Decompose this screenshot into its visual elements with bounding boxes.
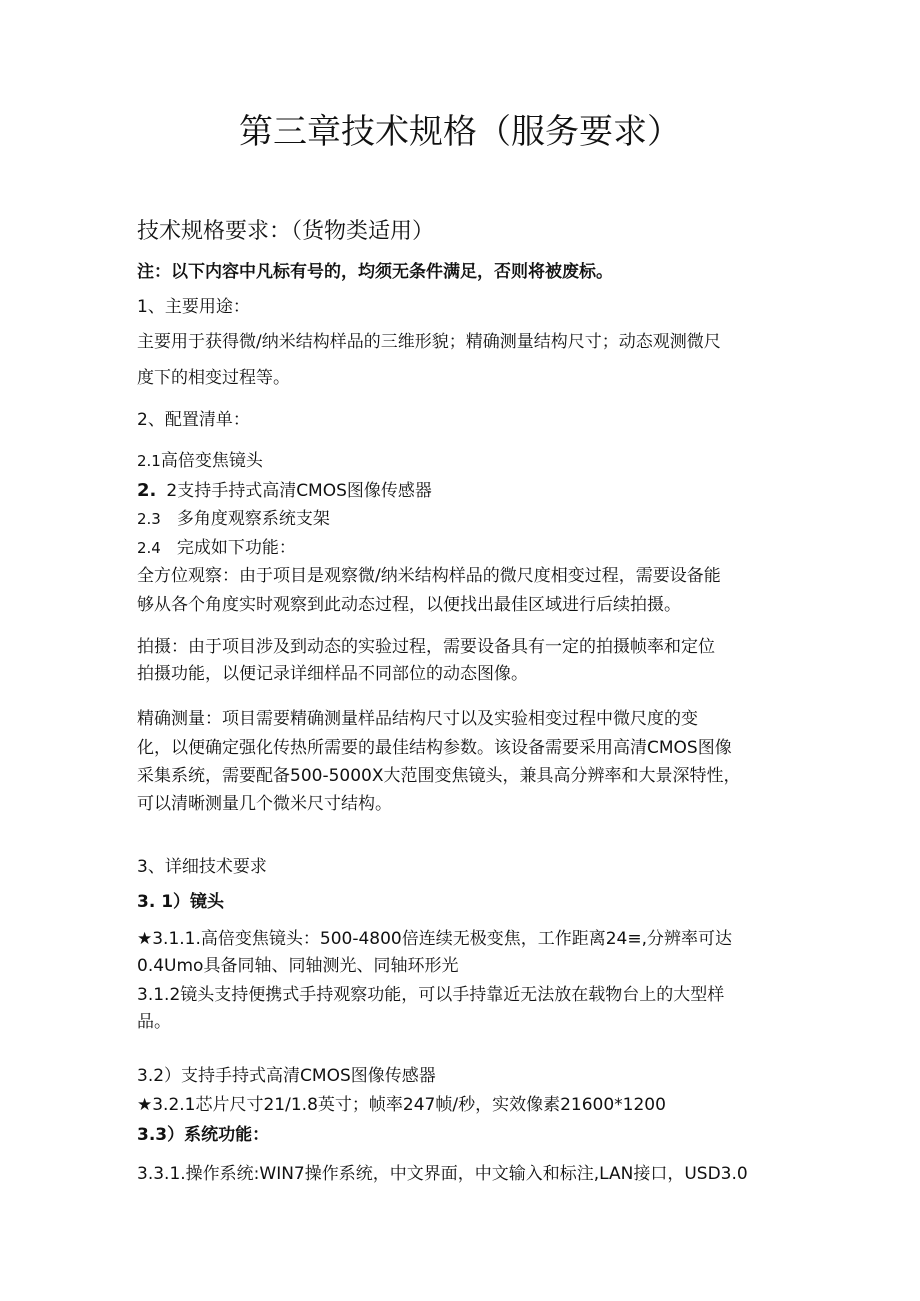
shoot-line-2: 拍摄功能，以便记录详细样品不同部位的动态图像。: [137, 664, 528, 684]
measure-line-3: 采集系统，需要配备500-5000X大范围变焦镜头，兼具高分辨率和大景深特性，: [137, 766, 741, 786]
lens-heading: 3. 1）镜头: [137, 892, 225, 912]
shoot-line-1: 拍摄：由于项目涉及到动态的实验过程，需要设备具有一定的拍摄帧率和定位: [137, 637, 715, 657]
section-heading: 技术规格要求：（货物类适用）: [137, 219, 435, 244]
sensor-321: ★3.2.1芯片尺寸21/1.8英寸；帧率247帧/秒，实效像素21600*1200: [137, 1095, 666, 1115]
config-heading: 2、配置清单：: [137, 410, 250, 430]
config-item-text: 完成如下功能：: [176, 538, 296, 558]
usage-line-2: 度下的相变过程等。: [137, 368, 290, 388]
config-item-4: [137, 538, 296, 558]
note-line: 注：以下内容中凡标有号的，均须无条件满足，否则将被废标。: [137, 262, 613, 282]
config-item-text: 高倍变焦镜头: [160, 451, 263, 471]
measure-line-2: 化，以便确定强化传热所需要的最佳结构参数。该设备需要采用高清CMOS图像: [137, 738, 732, 758]
config-item-3: [137, 509, 330, 529]
detail-heading: 3、详细技术要求: [137, 857, 267, 877]
usage-heading: 1、主要用途：: [137, 297, 250, 317]
system-331: 3.3.1.操作系统:WIN7操作系统，中文界面，中文输入和标注,LAN接口，USD3.0: [137, 1164, 748, 1184]
usage-line-1: 主要用于获得微/纳米结构样品的三维形貌；精确测量结构尺寸；动态观测微尺: [137, 332, 721, 352]
config-item-num: 2.3: [137, 510, 161, 528]
lens-312-line-2: 品。: [137, 1012, 171, 1032]
config-item-num: 2.4: [137, 539, 161, 557]
lens-311-line-1: ★3.1.1.高倍变焦镜头：500-4800倍连续无极变焦，工作距离24≡,分辨率可达: [137, 929, 733, 949]
sensor-heading: 3.2）支持手持式高清CMOS图像传感器: [137, 1066, 436, 1086]
config-item-2: [137, 480, 432, 502]
config-item-text: 2支持手持式高清CMOS图像传感器: [166, 481, 432, 501]
lens-311-line-2: 0.4Umo具备同轴、同轴测光、同轴环形光: [137, 956, 459, 976]
config-item-num: 2.: [137, 480, 157, 501]
measure-line-4: 可以清晰测量几个微米尺寸结构。: [137, 794, 392, 814]
system-heading: 3.3）系统功能：: [137, 1125, 270, 1145]
config-item-num: 2.1: [137, 452, 161, 470]
lens-312-line-1: 3.1.2镜头支持便携式手持观察功能，可以手持靠近无法放在载物台上的大型样: [137, 985, 725, 1005]
config-item-1: [137, 451, 263, 471]
config-item-text: 多角度观察系统支架: [176, 509, 330, 529]
measure-line-1: 精确测量：项目需要精确测量样品结构尺寸以及实验相变过程中微尺度的变: [137, 709, 698, 729]
observe-line-1: 全方位观察：由于项目是观察微/纳米结构样品的微尺度相变过程，需要设备能: [137, 566, 721, 586]
observe-line-2: 够从各个角度实时观察到此动态过程，以便找出最佳区域进行后续拍摄。: [137, 595, 681, 615]
page-title: 第三章技术规格（服务要求）: [239, 112, 681, 152]
